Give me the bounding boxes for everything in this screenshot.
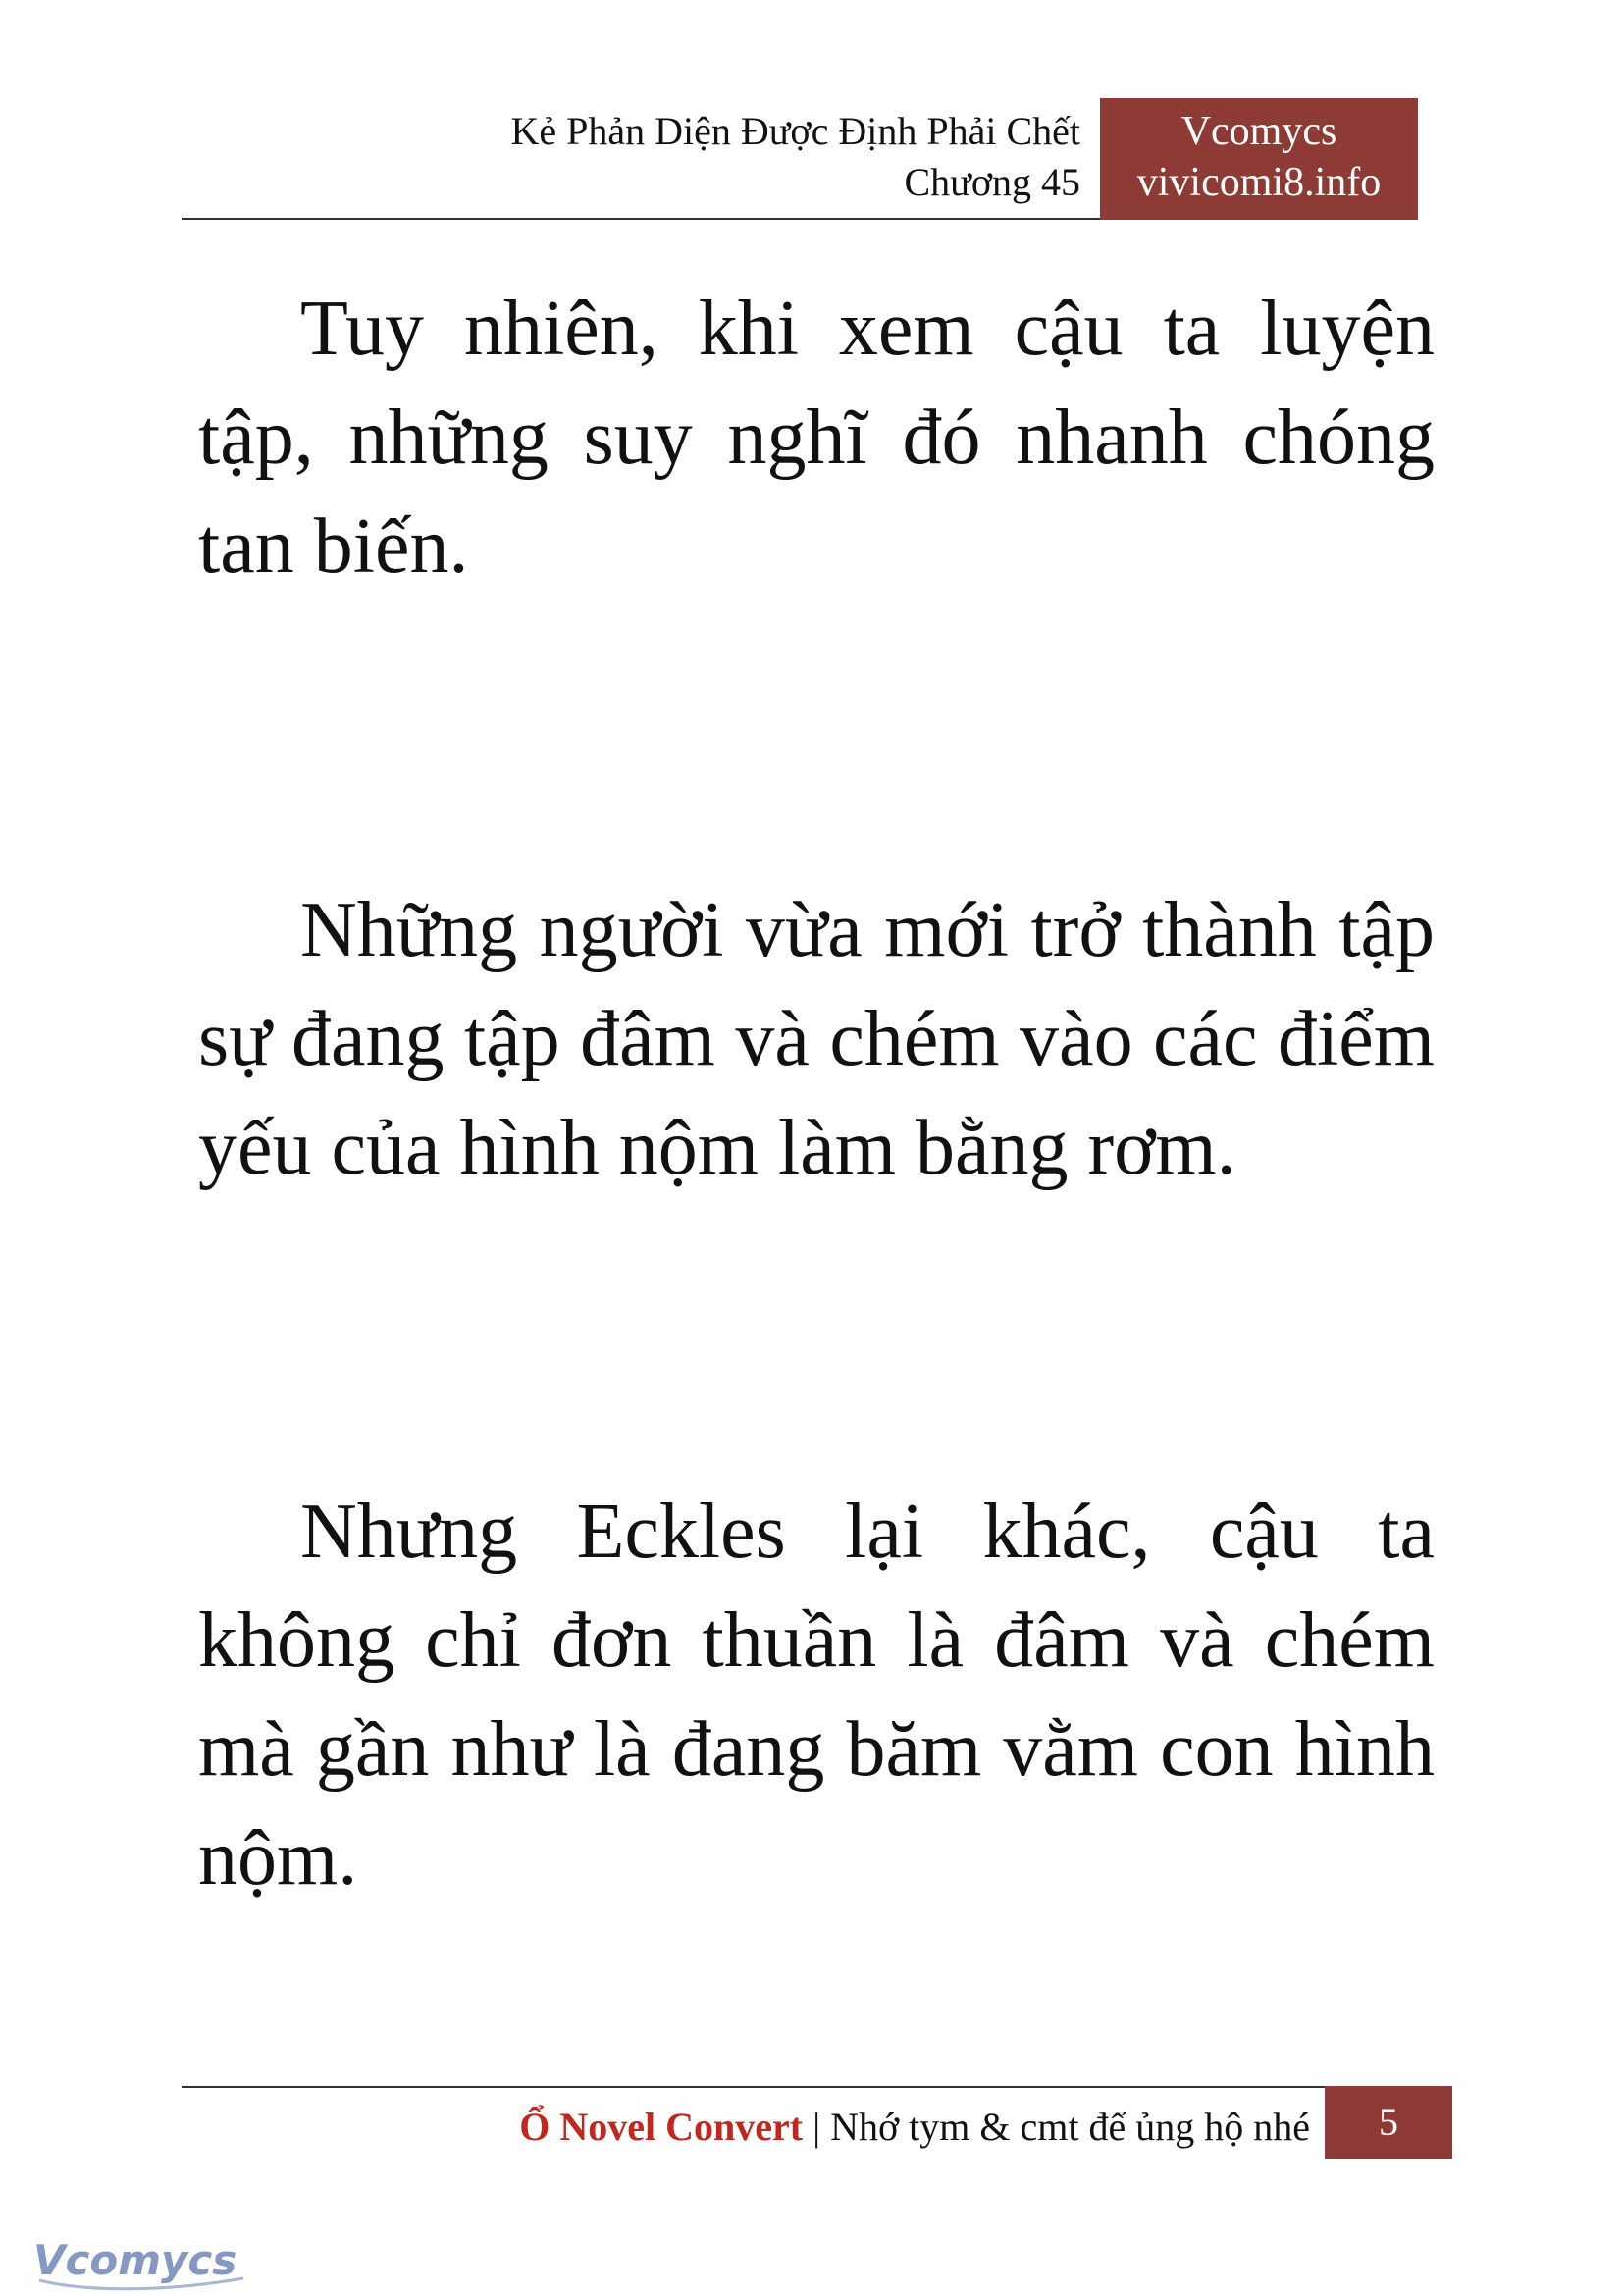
paragraph: Nhưng Eckles lại khác, cậu ta không chỉ đơn thuần là đâm và chém mà gần như là đang băm vằm con hình nộm. [198,1488,1435,1902]
vcomycs-logo [27,2229,253,2294]
book-title: Kẻ Phản Diện Được Định Phải Chết [510,109,1080,153]
footer-separator: | [803,2105,831,2149]
header-title-block [182,98,1094,218]
site-name: Vcomycs [1180,109,1337,154]
page-header [182,98,1418,220]
footer-text [519,2104,1310,2151]
paragraph: Những người vừa mới trở thành tập sự đang tập đâm và chém vào các điểm yếu của hình nộm làm bằng rơm. [198,887,1435,1191]
chapter-label: Chương 45 [904,160,1080,204]
site-url: vivicomi8.info [1136,160,1382,205]
footer-divider [182,2086,1452,2088]
page-number: 5 [1325,2086,1452,2159]
paragraph: Tuy nhiên, khi xem cậu ta luyện tập, những suy nghĩ đó nhanh chóng tan biến. [198,286,1435,590]
watermark-text: Vcomycs [33,2236,237,2284]
footer-brand: Ổ Novel Convert [519,2105,804,2149]
page-footer [182,2086,1452,2163]
footer-message: Nhớ tym & cmt để ủng hộ nhé [830,2105,1310,2149]
chapter-content [198,275,1435,1913]
site-badge [1100,98,1418,220]
